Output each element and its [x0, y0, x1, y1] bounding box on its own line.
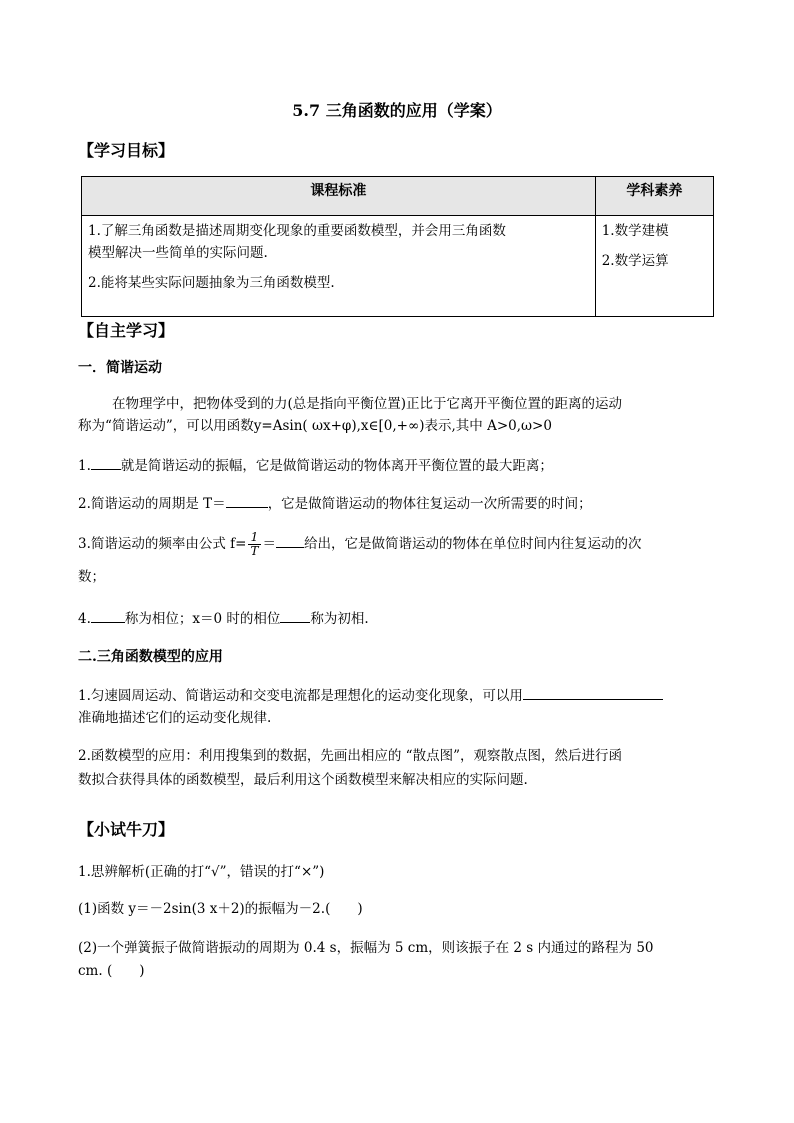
- column-header-standard: 课程标准: [82, 177, 596, 216]
- item-text: 1.匀速圆周运动、简谐运动和交变电流都是理想化的运动变化现象，可以用: [78, 688, 523, 704]
- practice-heading: 【小试牛刀】: [78, 820, 175, 839]
- literacy-item-2: 2.数学运算: [601, 253, 669, 269]
- learning-goals-heading: 【学习目标】: [78, 141, 175, 160]
- item-text: 1.: [78, 458, 91, 474]
- fraction-denominator: T: [250, 544, 259, 558]
- question-1: 1.思辨解析(正确的打“√”，错误的打“×”): [78, 864, 325, 880]
- item-text: 2.简谐运动的周期是 T＝: [78, 496, 226, 512]
- column-header-literacy: 学科素养: [595, 177, 713, 216]
- standard-item-1a: 1.了解三角函数是描述周期变化现象的重要函数模型，并会用三角函数: [88, 223, 506, 239]
- fraction-one-over-t: [248, 531, 260, 558]
- model-item-1-line-1: [78, 684, 663, 707]
- table-header-row: [82, 177, 714, 216]
- blank-period[interactable]: [226, 492, 268, 508]
- fill-item-1: [78, 454, 553, 477]
- blank-amplitude[interactable]: [91, 454, 121, 470]
- model-item-1-line-2: 准确地描述它们的运动变化规律.: [78, 710, 272, 726]
- blank-initial-phase[interactable]: [280, 607, 310, 623]
- item-text: 给出，它是做简谐运动的物体在单位时间内往复运动的次: [304, 536, 642, 552]
- blank-phase[interactable]: [91, 607, 125, 623]
- fraction-numerator: 1: [248, 531, 260, 545]
- item-text: ，它是做简谐运动的物体往复运动一次所需要的时间；: [267, 496, 592, 512]
- intro-line-1: 在物理学中，把物体受到的力(总是指向平衡位置)正比于它离开平衡位置的距离的运动: [112, 396, 623, 412]
- blank-frequency[interactable]: [276, 532, 304, 548]
- blank-model[interactable]: [523, 684, 663, 700]
- literacy-item-1: 1.数学建模: [601, 223, 669, 239]
- simple-harmonic-heading: 一．简谐运动: [78, 360, 162, 376]
- standard-cell: [82, 216, 596, 317]
- model-item-2-line-1: 2.函数模型的应用：利用搜集到的数据，先画出相应的 “散点图”，观察散点图，然后进行函: [78, 748, 622, 764]
- question-1-2-line-2: cm. ( ): [78, 963, 145, 979]
- item-text: 就是简谐运动的振幅，它是做简谐运动的物体离开平衡位置的最大距离；: [120, 458, 553, 474]
- intro-line-2: 称为“简谐运动”，可以用函数y=Asin( ωx+φ),x∈[0,+∞)表示,其中 A>0,ω>0: [78, 418, 552, 434]
- item-text: 3.简谐运动的频率由公式 f=: [78, 536, 247, 552]
- question-1-1: (1)函数 y＝－2sin(3 x＋2)的振幅为－2.( ): [78, 901, 363, 917]
- fill-item-4: [78, 607, 369, 630]
- literacy-cell: [595, 216, 713, 317]
- page-title: 5.7 三角函数的应用（学案）: [292, 101, 502, 120]
- trig-model-heading: 二.三角函数模型的应用: [78, 649, 223, 665]
- fill-item-3-cont: 数；: [78, 569, 105, 585]
- fill-item-3: [78, 531, 642, 558]
- item-text: 称为初相.: [310, 611, 369, 627]
- question-1-2-line-1: (2)一个弹簧振子做简谐振动的周期为 0.4 s，振幅为 5 cm，则该振子在 2 s 内通过的路程为 50: [78, 940, 654, 956]
- learning-goals-table: [81, 176, 714, 317]
- fill-item-2: [78, 492, 592, 515]
- item-text: ＝: [262, 536, 276, 552]
- self-study-heading: 【自主学习】: [78, 321, 175, 340]
- standard-item-2: 2.能将某些实际问题抽象为三角函数模型.: [88, 275, 335, 291]
- table-row: [82, 216, 714, 317]
- model-item-2-line-2: 数拟合获得具体的函数模型，最后利用这个函数模型来解决相应的实际问题.: [78, 772, 528, 788]
- item-text: 称为相位；x＝0 时的相位: [124, 611, 281, 627]
- item-text: 4.: [78, 611, 91, 627]
- standard-item-1b: 模型解决一些简单的实际问题.: [88, 245, 268, 261]
